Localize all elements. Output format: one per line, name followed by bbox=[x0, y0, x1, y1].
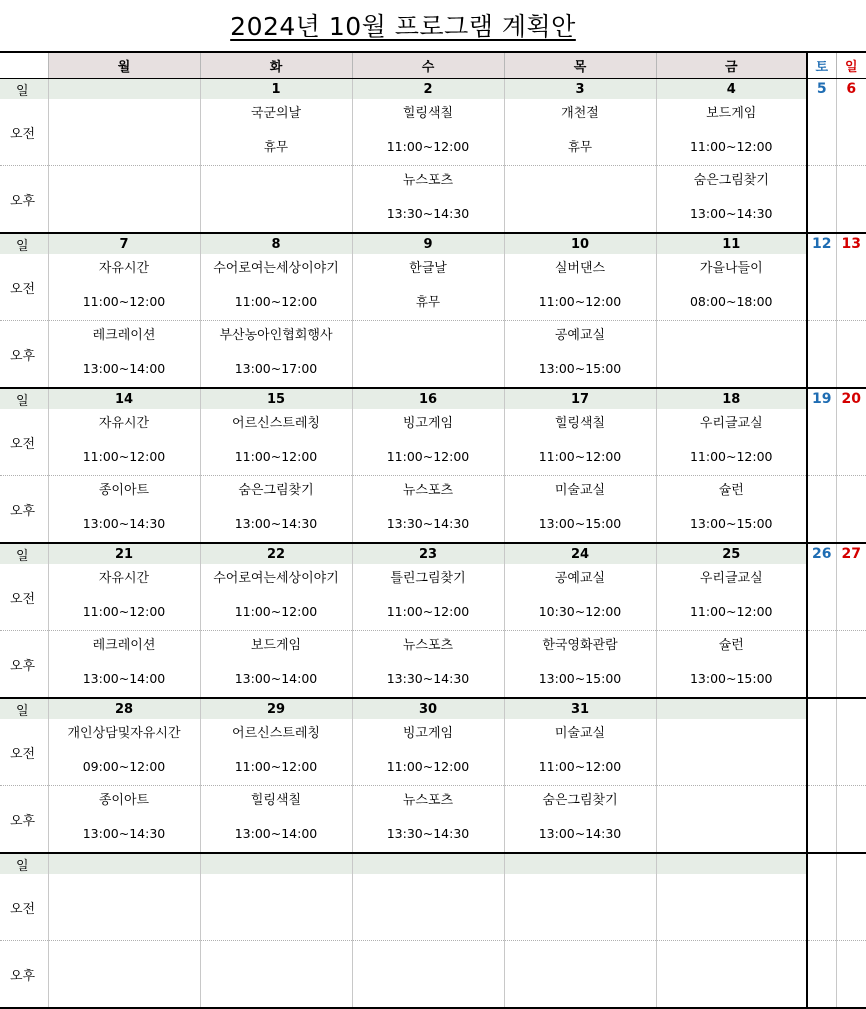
program-time: 13:00~14:00 bbox=[82, 671, 166, 686]
schedule-cell bbox=[504, 166, 656, 234]
program-name: 힐링색칠 bbox=[554, 416, 606, 431]
program-time: 휴무 bbox=[567, 139, 593, 154]
saturday-date bbox=[807, 698, 836, 719]
schedule-cell bbox=[48, 874, 200, 941]
saturday-cell bbox=[807, 476, 836, 544]
saturday-cell bbox=[807, 719, 836, 786]
program-name: 슐런 bbox=[718, 483, 744, 498]
schedule-cell bbox=[352, 166, 504, 234]
am-label: 오전 bbox=[0, 254, 48, 321]
day-label: 일 bbox=[0, 79, 48, 100]
program-name: 어르신스트레칭 bbox=[232, 416, 320, 431]
schedule-cell bbox=[48, 941, 200, 1009]
program-name: 어르신스트레칭 bbox=[232, 726, 320, 741]
program-name: 자유시간 bbox=[98, 571, 150, 586]
saturday-date: 26 bbox=[807, 543, 836, 564]
date-cell: 1 bbox=[200, 79, 352, 100]
day-label: 일 bbox=[0, 853, 48, 874]
schedule-cell bbox=[656, 476, 807, 544]
program-name: 미술교실 bbox=[554, 726, 606, 741]
date-cell bbox=[48, 79, 200, 100]
program-time: 11:00~12:00 bbox=[386, 139, 470, 154]
program-time: 13:00~14:30 bbox=[234, 516, 318, 531]
header-thu: 목 bbox=[504, 52, 656, 79]
date-cell: 2 bbox=[352, 79, 504, 100]
schedule-cell bbox=[200, 254, 352, 321]
morning-row bbox=[0, 409, 866, 476]
schedule-cell bbox=[200, 564, 352, 631]
schedule-cell bbox=[656, 166, 807, 234]
schedule-cell bbox=[504, 254, 656, 321]
saturday-cell bbox=[807, 254, 836, 321]
sunday-cell bbox=[836, 631, 866, 699]
program-name: 자유시간 bbox=[98, 416, 150, 431]
date-row bbox=[0, 233, 866, 254]
program-time: 13:00~15:00 bbox=[689, 671, 773, 686]
date-cell: 9 bbox=[352, 233, 504, 254]
saturday-date: 5 bbox=[807, 79, 836, 100]
date-cell bbox=[200, 853, 352, 874]
schedule-cell bbox=[48, 719, 200, 786]
program-time: 13:30~14:30 bbox=[386, 206, 470, 221]
program-time: 13:30~14:30 bbox=[386, 826, 470, 841]
program-time: 10:30~12:00 bbox=[538, 604, 622, 619]
date-cell: 16 bbox=[352, 388, 504, 409]
afternoon-row bbox=[0, 166, 866, 234]
schedule-cell bbox=[504, 631, 656, 699]
schedule-cell bbox=[504, 564, 656, 631]
date-cell: 17 bbox=[504, 388, 656, 409]
schedule-cell bbox=[504, 874, 656, 941]
morning-row bbox=[0, 564, 866, 631]
schedule-cell bbox=[48, 631, 200, 699]
saturday-cell bbox=[807, 786, 836, 854]
afternoon-row bbox=[0, 786, 866, 854]
schedule-cell bbox=[200, 874, 352, 941]
program-time: 13:00~15:00 bbox=[538, 361, 622, 376]
date-cell: 3 bbox=[504, 79, 656, 100]
schedule-cell bbox=[200, 409, 352, 476]
saturday-cell bbox=[807, 99, 836, 166]
sunday-date: 20 bbox=[836, 388, 866, 409]
afternoon-row bbox=[0, 321, 866, 389]
program-time: 11:00~12:00 bbox=[82, 449, 166, 464]
afternoon-row bbox=[0, 476, 866, 544]
pm-label: 오후 bbox=[0, 631, 48, 699]
program-name: 뉴스포츠 bbox=[402, 638, 454, 653]
sunday-cell bbox=[836, 786, 866, 854]
program-time: 08:00~18:00 bbox=[689, 294, 773, 309]
schedule-cell bbox=[352, 254, 504, 321]
date-cell bbox=[504, 853, 656, 874]
program-time: 11:00~12:00 bbox=[386, 759, 470, 774]
schedule-cell bbox=[200, 631, 352, 699]
program-time: 13:00~15:00 bbox=[538, 671, 622, 686]
program-time: 11:00~12:00 bbox=[538, 449, 622, 464]
schedule-cell bbox=[656, 254, 807, 321]
program-name: 실버댄스 bbox=[554, 261, 606, 276]
header-sat: 토 bbox=[807, 52, 836, 79]
date-cell: 15 bbox=[200, 388, 352, 409]
date-cell bbox=[656, 853, 807, 874]
sunday-cell bbox=[836, 166, 866, 234]
morning-row bbox=[0, 254, 866, 321]
program-time: 13:00~14:30 bbox=[82, 826, 166, 841]
saturday-date bbox=[807, 853, 836, 874]
program-time: 13:30~14:30 bbox=[386, 516, 470, 531]
program-name: 수어로여는세상이야기 bbox=[213, 571, 339, 586]
header-sun: 일 bbox=[836, 52, 866, 79]
schedule-cell bbox=[504, 476, 656, 544]
program-time: 휴무 bbox=[415, 294, 441, 309]
schedule-cell bbox=[200, 786, 352, 854]
date-cell: 24 bbox=[504, 543, 656, 564]
schedule-cell bbox=[656, 564, 807, 631]
schedule-cell bbox=[352, 409, 504, 476]
program-name: 한국영화관람 bbox=[542, 638, 618, 653]
program-name: 공예교실 bbox=[554, 328, 606, 343]
schedule-cell bbox=[48, 409, 200, 476]
program-time: 11:00~12:00 bbox=[689, 139, 773, 154]
morning-row bbox=[0, 99, 866, 166]
program-name: 공예교실 bbox=[554, 571, 606, 586]
program-name: 뉴스포츠 bbox=[402, 793, 454, 808]
schedule-cell bbox=[48, 99, 200, 166]
schedule-cell bbox=[656, 321, 807, 389]
program-time: 11:00~12:00 bbox=[386, 449, 470, 464]
schedule-cell bbox=[352, 719, 504, 786]
day-label: 일 bbox=[0, 233, 48, 254]
program-name: 슐런 bbox=[718, 638, 744, 653]
saturday-cell bbox=[807, 874, 836, 941]
sunday-date bbox=[836, 698, 866, 719]
saturday-cell bbox=[807, 409, 836, 476]
sunday-cell bbox=[836, 409, 866, 476]
program-name: 개인상담및자유시간 bbox=[67, 726, 181, 741]
saturday-date: 19 bbox=[807, 388, 836, 409]
schedule-cell bbox=[200, 476, 352, 544]
sunday-cell bbox=[836, 476, 866, 544]
date-cell: 30 bbox=[352, 698, 504, 719]
header-corner bbox=[0, 52, 48, 79]
date-row bbox=[0, 388, 866, 409]
program-name: 부산농아인협회행사 bbox=[219, 328, 333, 343]
sunday-date: 6 bbox=[836, 79, 866, 100]
program-name: 우리글교실 bbox=[699, 571, 763, 586]
program-time: 09:00~12:00 bbox=[82, 759, 166, 774]
program-time: 13:00~15:00 bbox=[689, 516, 773, 531]
program-name: 빙고게임 bbox=[402, 726, 454, 741]
saturday-date: 12 bbox=[807, 233, 836, 254]
sunday-date: 13 bbox=[836, 233, 866, 254]
sunday-date bbox=[836, 853, 866, 874]
day-label: 일 bbox=[0, 698, 48, 719]
day-label: 일 bbox=[0, 543, 48, 564]
program-time: 13:30~14:30 bbox=[386, 671, 470, 686]
schedule-cell bbox=[504, 409, 656, 476]
schedule-cell bbox=[48, 321, 200, 389]
am-label: 오전 bbox=[0, 874, 48, 941]
schedule-cell bbox=[200, 941, 352, 1009]
date-cell: 31 bbox=[504, 698, 656, 719]
schedule-cell bbox=[504, 321, 656, 389]
program-time: 11:00~12:00 bbox=[234, 449, 318, 464]
program-name: 숨은그림찾기 bbox=[542, 793, 618, 808]
program-name: 우리글교실 bbox=[699, 416, 763, 431]
saturday-cell bbox=[807, 166, 836, 234]
program-name: 보드게임 bbox=[250, 638, 302, 653]
schedule-cell bbox=[656, 941, 807, 1009]
schedule-cell bbox=[656, 719, 807, 786]
schedule-cell bbox=[48, 166, 200, 234]
program-time: 13:00~14:00 bbox=[234, 671, 318, 686]
sunday-cell bbox=[836, 321, 866, 389]
schedule-cell bbox=[352, 631, 504, 699]
date-cell: 10 bbox=[504, 233, 656, 254]
program-time: 13:00~15:00 bbox=[538, 516, 622, 531]
schedule-cell bbox=[352, 99, 504, 166]
schedule-cell bbox=[504, 786, 656, 854]
pm-label: 오후 bbox=[0, 476, 48, 544]
am-label: 오전 bbox=[0, 564, 48, 631]
program-time: 13:00~14:00 bbox=[82, 361, 166, 376]
date-cell: 14 bbox=[48, 388, 200, 409]
am-label: 오전 bbox=[0, 99, 48, 166]
schedule-cell bbox=[200, 166, 352, 234]
afternoon-row bbox=[0, 631, 866, 699]
sunday-cell bbox=[836, 719, 866, 786]
schedule-cell bbox=[200, 719, 352, 786]
date-cell: 25 bbox=[656, 543, 807, 564]
program-name: 보드게임 bbox=[706, 106, 757, 121]
program-name: 한글날 bbox=[409, 261, 447, 276]
program-time: 11:00~12:00 bbox=[689, 604, 773, 619]
program-time: 휴무 bbox=[263, 139, 289, 154]
schedule-cell bbox=[504, 719, 656, 786]
program-time: 13:00~14:30 bbox=[82, 516, 166, 531]
schedule-cell bbox=[352, 321, 504, 389]
schedule-cell bbox=[48, 476, 200, 544]
pm-label: 오후 bbox=[0, 941, 48, 1009]
title-text: 2024년 10월 프로그램 계획안 bbox=[230, 12, 576, 41]
program-time: 11:00~12:00 bbox=[689, 449, 773, 464]
schedule-cell bbox=[656, 631, 807, 699]
program-name: 뉴스포츠 bbox=[402, 173, 454, 188]
date-cell: 8 bbox=[200, 233, 352, 254]
program-time: 13:00~14:30 bbox=[538, 826, 622, 841]
date-cell: 18 bbox=[656, 388, 807, 409]
date-cell: 21 bbox=[48, 543, 200, 564]
schedule-cell bbox=[504, 99, 656, 166]
program-name: 레크레이션 bbox=[92, 638, 156, 653]
schedule-cell bbox=[352, 476, 504, 544]
program-time: 11:00~12:00 bbox=[538, 759, 622, 774]
program-name: 종이아트 bbox=[98, 483, 150, 498]
program-time: 11:00~12:00 bbox=[538, 294, 622, 309]
saturday-cell bbox=[807, 321, 836, 389]
date-cell: 28 bbox=[48, 698, 200, 719]
date-cell bbox=[352, 853, 504, 874]
pm-label: 오후 bbox=[0, 321, 48, 389]
program-time: 11:00~12:00 bbox=[234, 759, 318, 774]
program-name: 뉴스포츠 bbox=[402, 483, 454, 498]
schedule-cell bbox=[656, 99, 807, 166]
weekday-header-row bbox=[0, 52, 866, 79]
date-cell: 22 bbox=[200, 543, 352, 564]
date-row bbox=[0, 853, 866, 874]
header-mon: 월 bbox=[48, 52, 200, 79]
schedule-cell bbox=[200, 321, 352, 389]
program-time: 13:00~17:00 bbox=[234, 361, 318, 376]
date-cell bbox=[656, 698, 807, 719]
am-label: 오전 bbox=[0, 719, 48, 786]
schedule-cell bbox=[504, 941, 656, 1009]
program-time: 11:00~12:00 bbox=[234, 604, 318, 619]
saturday-cell bbox=[807, 564, 836, 631]
sunday-date: 27 bbox=[836, 543, 866, 564]
program-name: 틀린그림찾기 bbox=[390, 571, 466, 586]
program-name: 힐링색칠 bbox=[402, 106, 454, 121]
schedule-cell bbox=[352, 564, 504, 631]
schedule-cell bbox=[352, 941, 504, 1009]
schedule-cell bbox=[656, 874, 807, 941]
program-name: 가을나들이 bbox=[699, 261, 763, 276]
sunday-cell bbox=[836, 254, 866, 321]
program-time: 11:00~12:00 bbox=[82, 294, 166, 309]
date-cell bbox=[48, 853, 200, 874]
program-time: 13:00~14:30 bbox=[689, 206, 773, 221]
program-name: 힐링색칠 bbox=[250, 793, 302, 808]
program-name: 숨은그림찾기 bbox=[238, 483, 314, 498]
date-row bbox=[0, 698, 866, 719]
program-time: 11:00~12:00 bbox=[82, 604, 166, 619]
program-name: 레크레이션 bbox=[92, 328, 156, 343]
program-name: 미술교실 bbox=[554, 483, 606, 498]
header-wed: 수 bbox=[352, 52, 504, 79]
program-time: 11:00~12:00 bbox=[234, 294, 318, 309]
date-row bbox=[0, 79, 866, 100]
schedule-cell bbox=[656, 786, 807, 854]
day-label: 일 bbox=[0, 388, 48, 409]
sunday-cell bbox=[836, 564, 866, 631]
date-cell: 11 bbox=[656, 233, 807, 254]
schedule-cell bbox=[48, 254, 200, 321]
date-cell: 23 bbox=[352, 543, 504, 564]
sunday-cell bbox=[836, 99, 866, 166]
pm-label: 오후 bbox=[0, 166, 48, 234]
program-name: 숨은그림찾기 bbox=[693, 173, 769, 188]
saturday-cell bbox=[807, 941, 836, 1009]
date-cell: 29 bbox=[200, 698, 352, 719]
schedule-cell bbox=[656, 409, 807, 476]
morning-row bbox=[0, 719, 866, 786]
date-cell: 7 bbox=[48, 233, 200, 254]
program-name: 수어로여는세상이야기 bbox=[213, 261, 339, 276]
schedule-cell bbox=[352, 874, 504, 941]
afternoon-row bbox=[0, 941, 866, 1009]
morning-row bbox=[0, 874, 866, 941]
page-title bbox=[0, 10, 806, 44]
pm-label: 오후 bbox=[0, 786, 48, 854]
program-time: 11:00~12:00 bbox=[386, 604, 470, 619]
schedule-cell bbox=[48, 786, 200, 854]
header-fri: 금 bbox=[656, 52, 807, 79]
saturday-cell bbox=[807, 631, 836, 699]
sunday-cell bbox=[836, 874, 866, 941]
schedule-cell bbox=[48, 564, 200, 631]
am-label: 오전 bbox=[0, 409, 48, 476]
program-name: 자유시간 bbox=[98, 261, 150, 276]
program-name: 종이아트 bbox=[98, 793, 150, 808]
program-time: 13:00~14:00 bbox=[234, 826, 318, 841]
program-calendar-table bbox=[0, 51, 866, 1009]
program-name: 개천절 bbox=[561, 106, 599, 121]
program-name: 빙고게임 bbox=[402, 416, 454, 431]
schedule-cell bbox=[200, 99, 352, 166]
date-cell: 4 bbox=[656, 79, 807, 100]
header-tue: 화 bbox=[200, 52, 352, 79]
schedule-cell bbox=[352, 786, 504, 854]
sunday-cell bbox=[836, 941, 866, 1009]
date-row bbox=[0, 543, 866, 564]
program-name: 국군의날 bbox=[250, 106, 302, 121]
